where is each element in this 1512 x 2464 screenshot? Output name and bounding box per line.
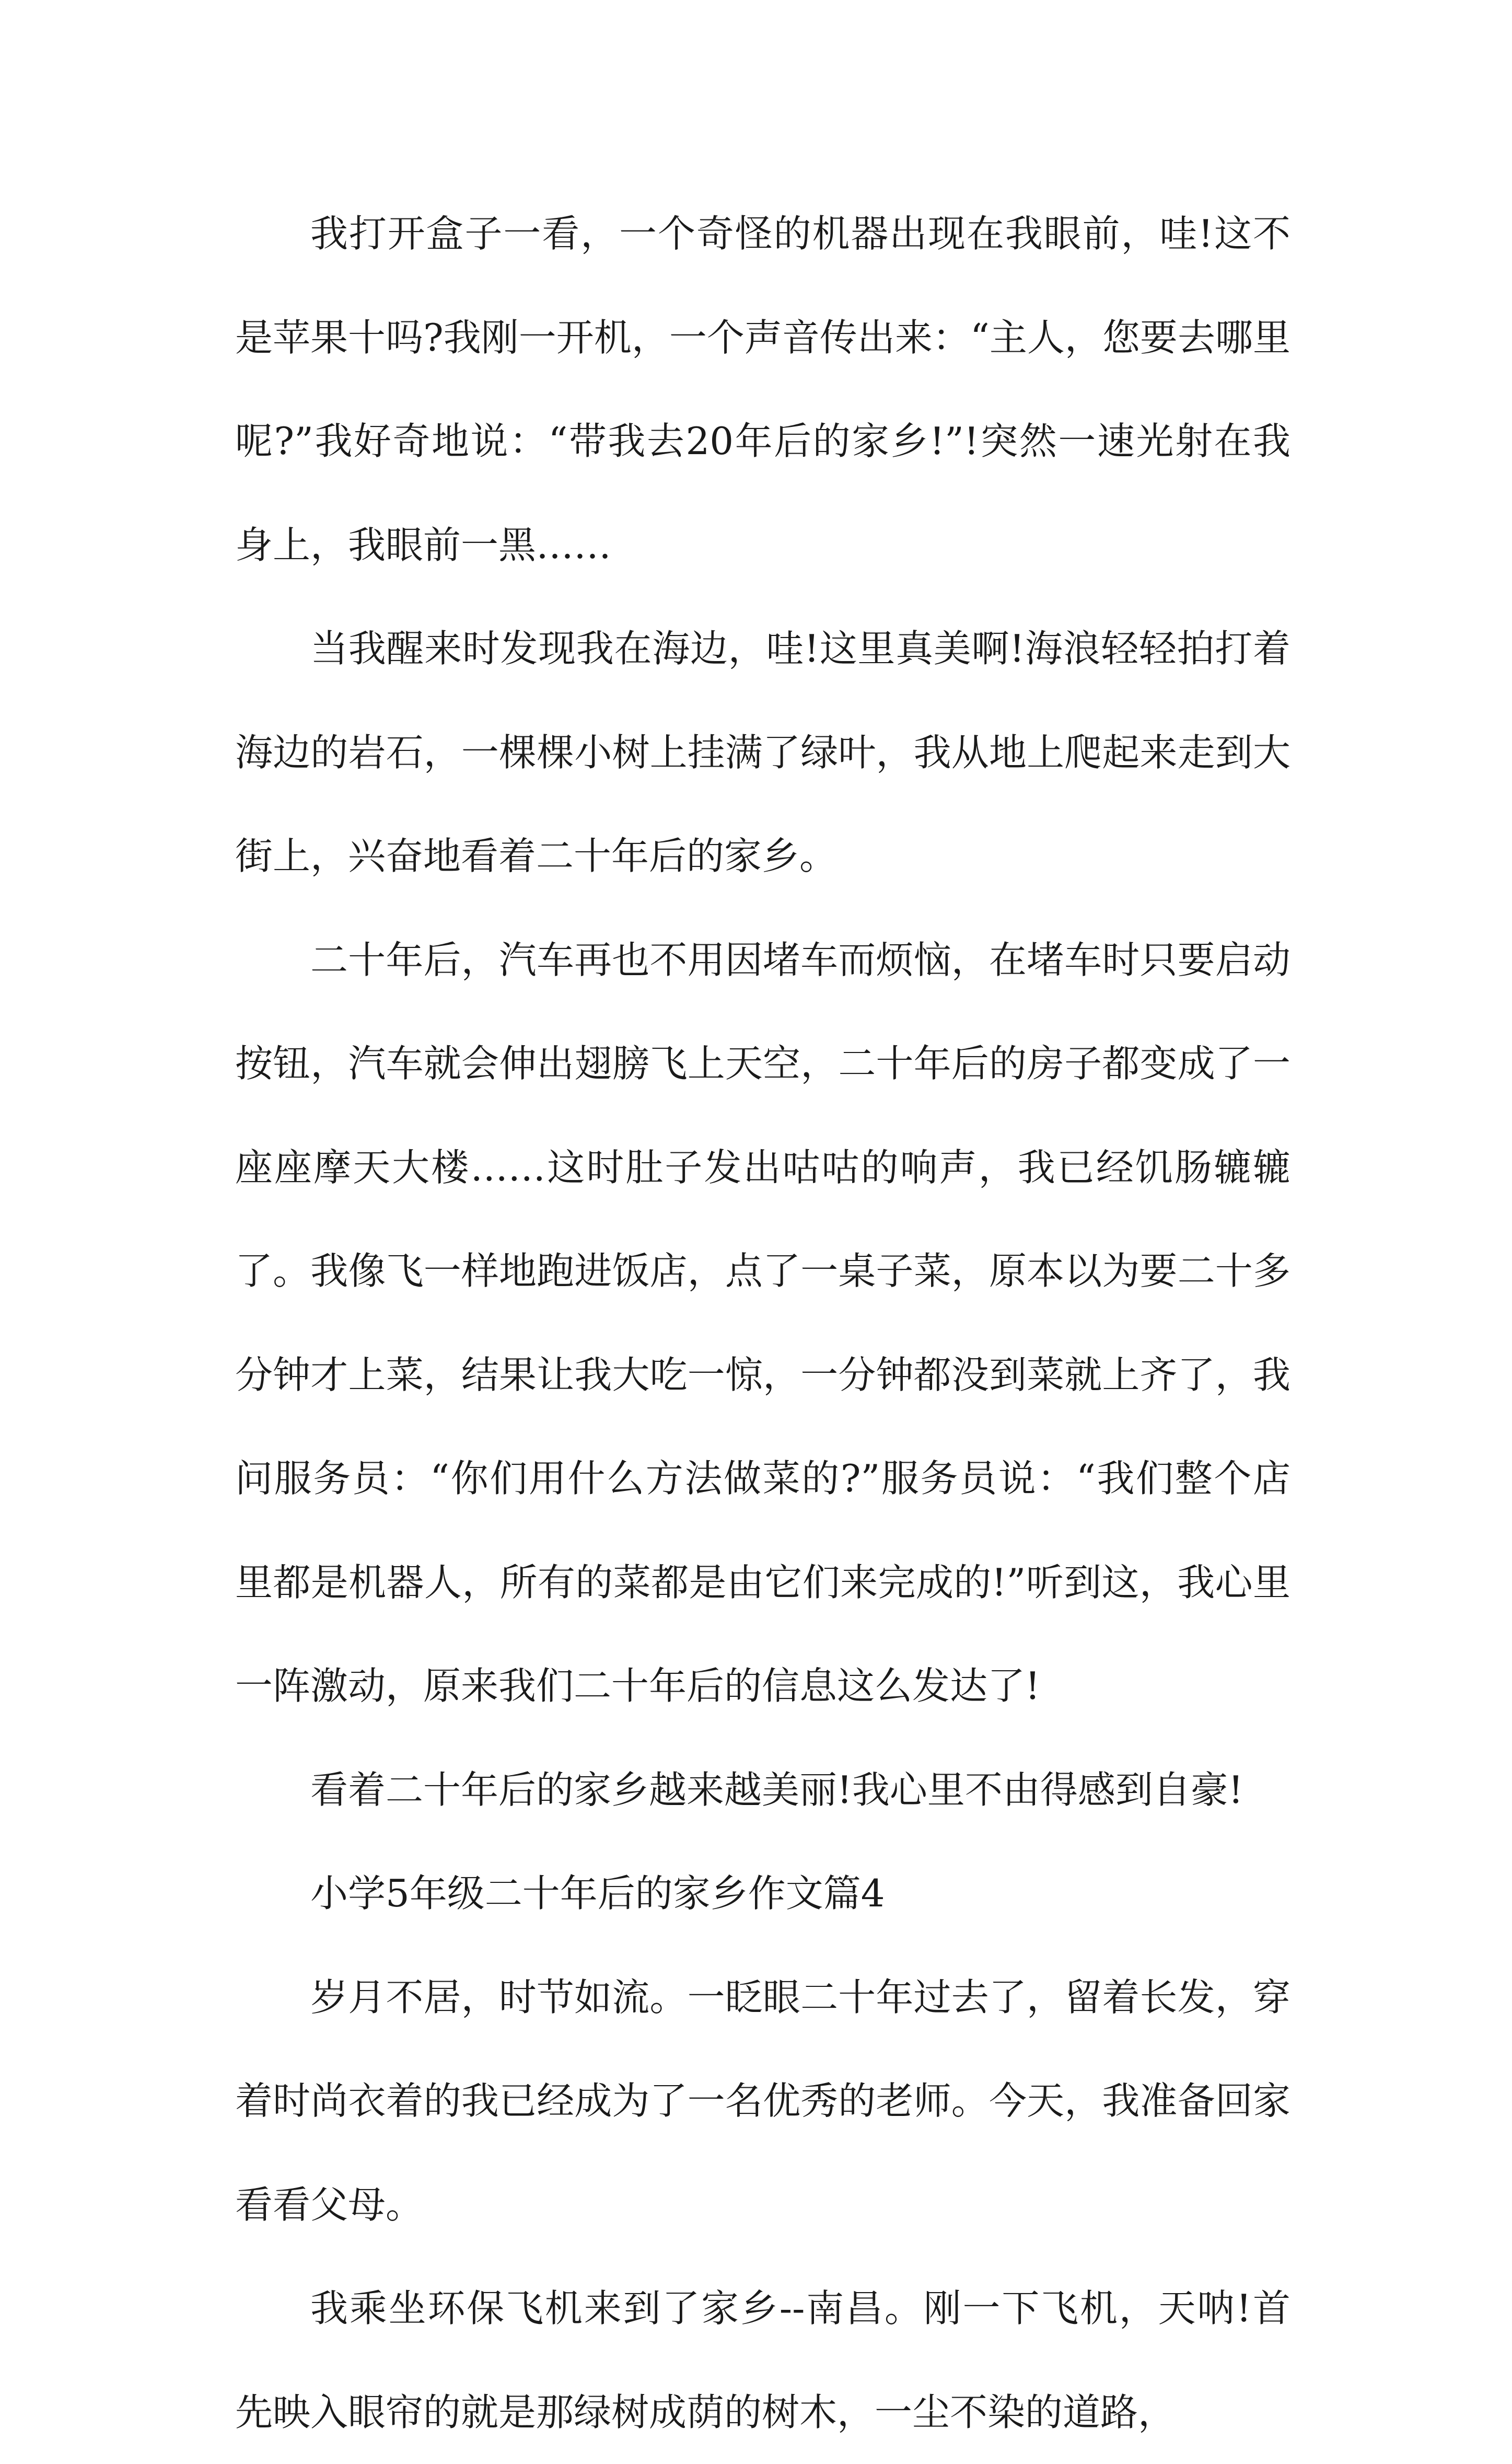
paragraph-future-city: 二十年后，汽车再也不用因堵车而烦恼，在堵车时只要启动按钮，汽车就会伸出翅膀飞上天空，二十年后的房子都变成了一座座摩天大楼……这时肚子发出咕咕的响声，我已经饥肠辘辘了。我像飞一样地跑进饭店，点了一桌子菜，原本以为要二十多分钟才上菜，结果让我大吃一惊，一分钟都没到菜就上齐了，我问服务员：“你们用什么方法做菜的?”服务员说：“我们整个店里都是机器人，所有的菜都是由它们来完成的!”听到这，我心里一阵激动，原来我们二十年后的信息这么发达了! bbox=[235, 938, 1290, 1708]
paragraph-seaside: 当我醒来时发现我在海边，哇!这里真美啊!海浪轻轻拍打着海边的岩石，一棵棵小树上挂满了绿叶，我从地上爬起来走到大街上，兴奋地看着二十年后的家乡。 bbox=[235, 627, 1290, 878]
paragraph-magic-box: 我打开盒子一看，一个奇怪的机器出现在我眼前，哇!这不是苹果十吗?我刚一开机，一个声音传出来：“主人，您要去哪里呢?”我好奇地说：“带我去20年后的家乡!”!突然一速光射在我身上，我眼前一黑…… bbox=[235, 212, 1290, 567]
paragraph-teacher: 岁月不居，时节如流。一眨眼二十年过去了，留着长发，穿着时尚衣着的我已经成为了一名优秀的老师。今天，我准备回家看看父母。 bbox=[235, 1975, 1290, 2227]
paragraph-proud: 看着二十年后的家乡越来越美丽!我心里不由得感到自豪! bbox=[310, 1767, 1243, 1812]
paragraph-nanchang: 我乘坐环保飞机来到了家乡--南昌。刚一下飞机，天呐!首先映入眼帘的就是那绿树成荫的树木，一尘不染的道路， bbox=[235, 2286, 1290, 2434]
article-body bbox=[235, 182, 1290, 2464]
essay-title: 小学5年级二十年后的家乡作文篇4 bbox=[310, 1871, 885, 1915]
